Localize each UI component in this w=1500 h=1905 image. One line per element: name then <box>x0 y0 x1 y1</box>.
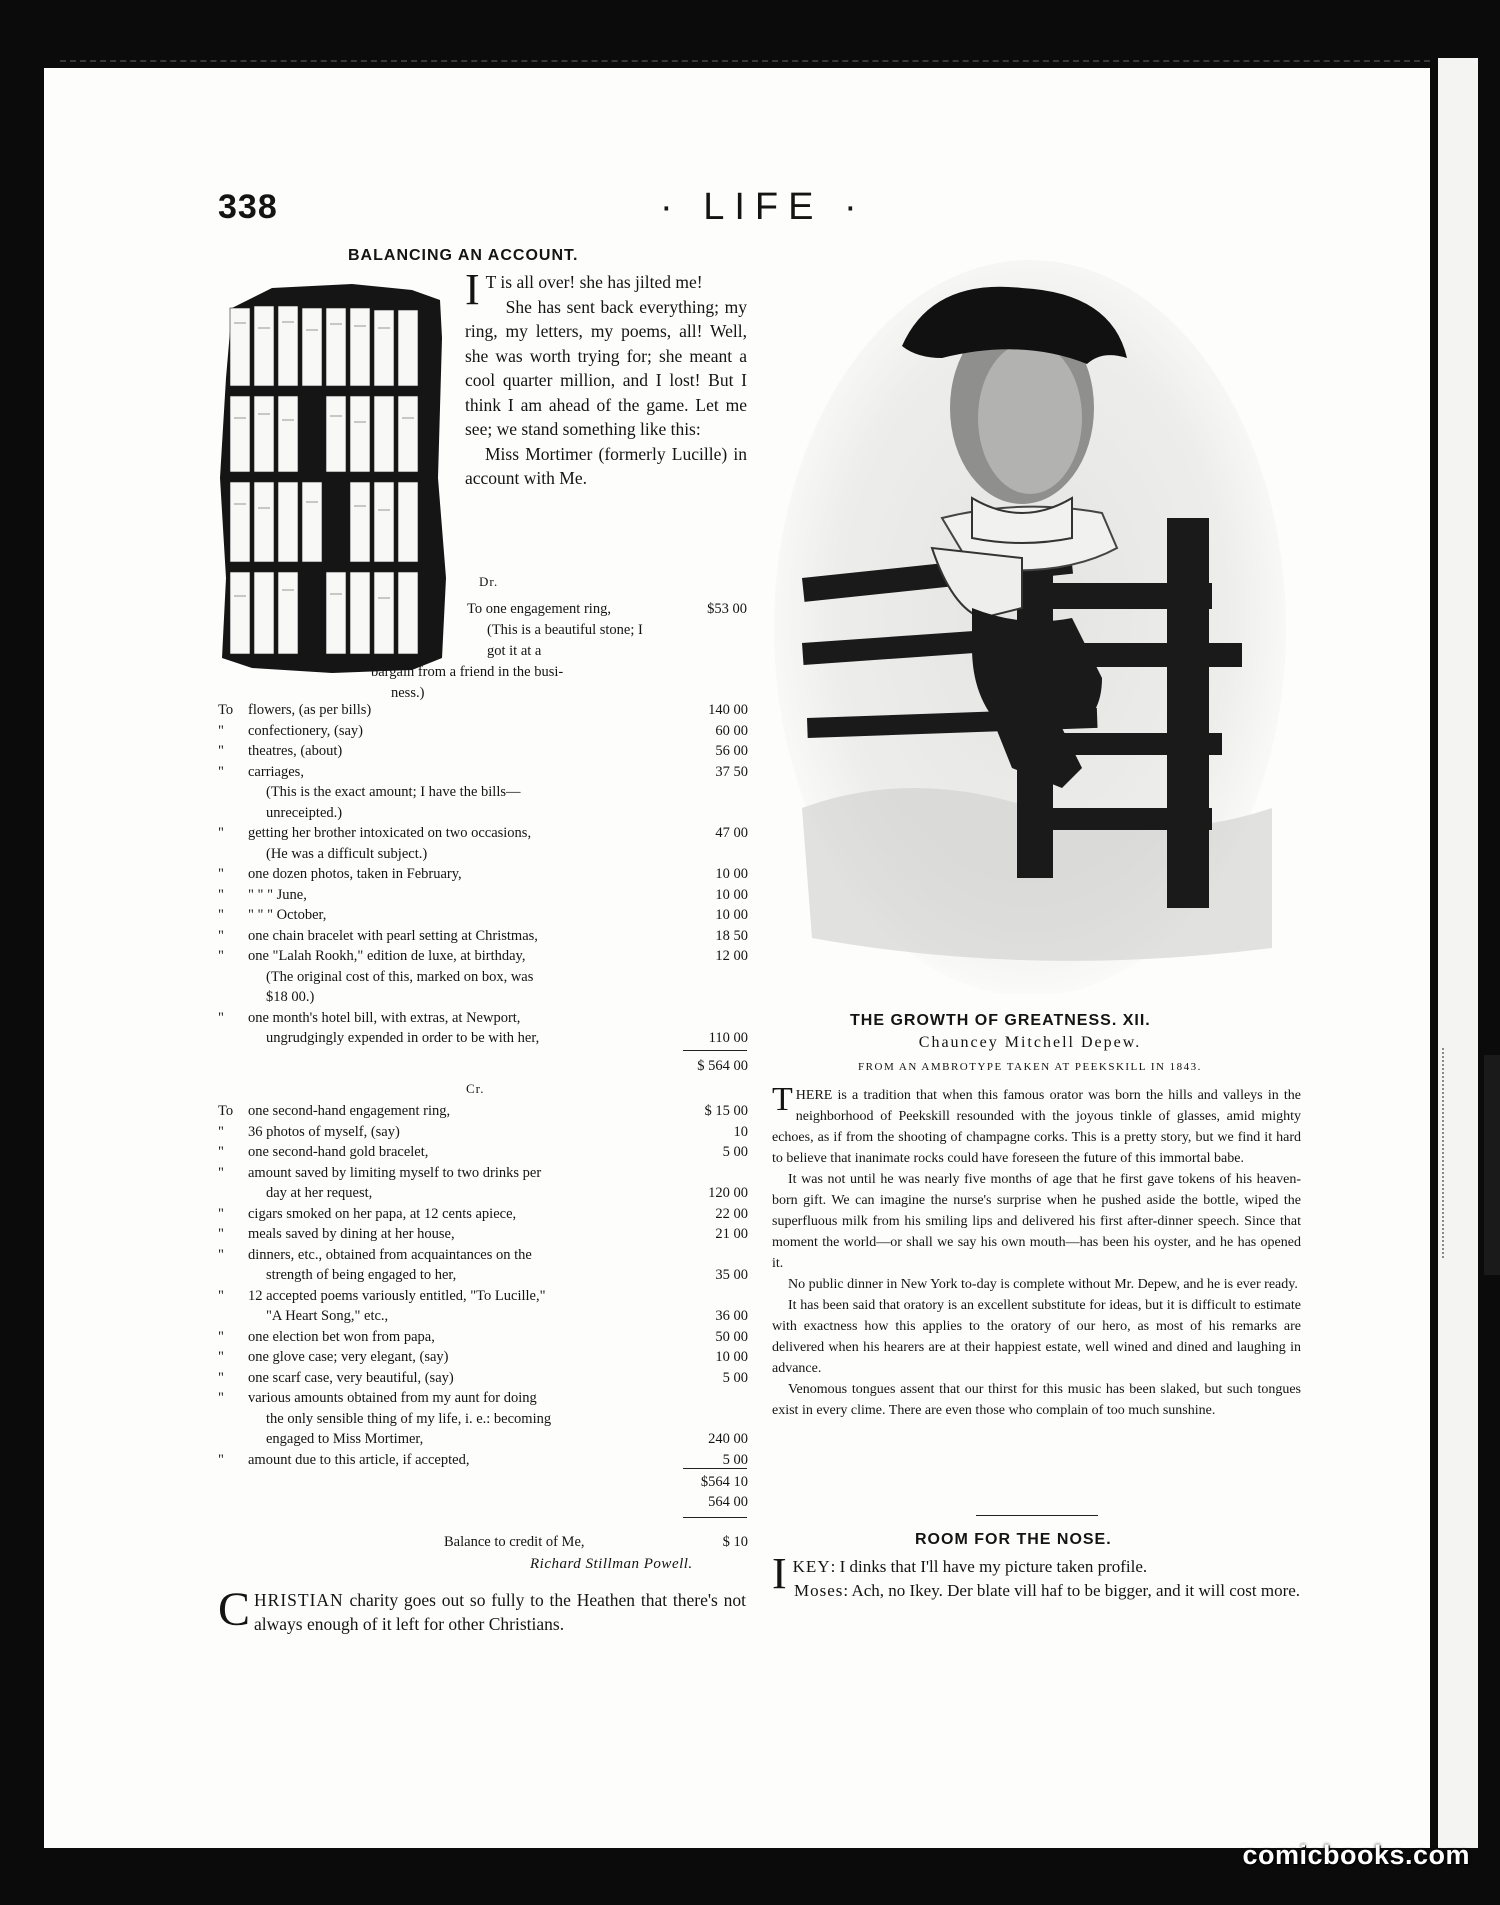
drop-cap: T <box>772 1081 793 1118</box>
row-text: confectionery, (say) <box>248 722 364 739</box>
row-text: cigars smoked on her papa, at 12 cents apiece, <box>248 1205 517 1222</box>
credit-row <box>218 1306 748 1327</box>
depew-paragraph-5: Venomous tongues assent that our thirst for this music has been slaked, but such tongues exist in every clime. There are even those who complain of too much sunshine. <box>772 1382 1301 1418</box>
nose-line-1: : I dinks that I'll have my picture taken profile. <box>830 1557 1148 1576</box>
row-text: (He was a difficult subject.) <box>266 845 428 862</box>
christian-lead: HRISTIAN <box>254 1590 344 1610</box>
row-amount: 47 00 <box>715 825 748 841</box>
row-prefix: " <box>218 1328 224 1345</box>
section-divider <box>976 1515 1098 1516</box>
balance-label: Balance to credit of Me, <box>444 1534 585 1550</box>
row-text: 12 accepted poems variously entitled, "To Lucille," <box>248 1287 546 1304</box>
drop-cap: I <box>465 265 480 314</box>
row-text: one chain bracelet with pearl setting at Christmas, <box>248 927 538 944</box>
row-amount: 5 00 <box>722 1451 748 1468</box>
balance-rule <box>683 1517 747 1518</box>
row-amount: 60 00 <box>715 722 748 739</box>
row-prefix: " <box>218 866 224 882</box>
page-number: 338 <box>218 188 278 226</box>
debit-row <box>218 762 748 783</box>
debit-row <box>218 823 748 844</box>
growth-title: THE GROWTH OF GREATNESS. XII. <box>850 1012 1151 1029</box>
masthead: · LIFE · <box>660 186 867 228</box>
nose-title: ROOM FOR THE NOSE. <box>915 1531 1112 1548</box>
row-amount: $ 15 00 <box>704 1103 748 1119</box>
debit-row <box>218 864 748 885</box>
row-text: one dozen photos, taken in February, <box>248 866 462 882</box>
row-text: one election bet won from papa, <box>248 1328 435 1345</box>
row-amount: 10 00 <box>715 866 748 882</box>
row-amount: 22 00 <box>715 1205 748 1222</box>
row-amount: 56 00 <box>715 743 748 759</box>
row-amount: 35 00 <box>715 1267 748 1283</box>
row-text: (This is the exact amount; I have the bills— <box>266 784 521 800</box>
row-text: one month's hotel bill, with extras, at Newport, <box>248 1009 521 1026</box>
row-text: dinners, etc., obtained from acquaintances on the <box>248 1246 532 1263</box>
row-amount: 37 50 <box>715 763 748 780</box>
credit-row <box>218 1450 748 1471</box>
first-debit-note-2: bargain from a friend in the busi- <box>371 664 564 680</box>
credit-row <box>218 1122 748 1143</box>
row-prefix: " <box>218 825 224 841</box>
row-text: flowers, (as per bills) <box>248 702 372 718</box>
row-prefix: " <box>218 1226 224 1242</box>
credit-row <box>218 1409 748 1430</box>
credit-total: $564 10 <box>700 1474 748 1490</box>
debit-row <box>218 946 748 967</box>
row-prefix: " <box>218 1287 224 1304</box>
row-text: carriages, <box>248 763 304 780</box>
row-prefix: " <box>218 1349 224 1365</box>
row-prefix: " <box>218 1369 224 1386</box>
debit-total-rule <box>683 1050 747 1051</box>
row-amount: 240 00 <box>708 1431 748 1447</box>
row-prefix: " <box>218 1164 224 1181</box>
growth-subtitle: Chauncey Mitchell Depew. <box>918 1034 1142 1051</box>
row-prefix: " <box>218 743 224 759</box>
debit-row <box>218 905 748 926</box>
credit-row <box>218 1142 748 1163</box>
credit-row <box>218 1286 748 1307</box>
credit-row <box>218 1388 748 1409</box>
row-prefix: " <box>218 1009 224 1026</box>
row-text: one scarf case, very beautiful, (say) <box>248 1369 454 1386</box>
credit-row <box>218 1245 748 1266</box>
row-amount: 10 00 <box>715 907 748 923</box>
debit-row <box>218 741 748 762</box>
growth-caption: FROM AN AMBROTYPE TAKEN AT PEEKSKILL IN 1843. <box>858 1061 1202 1073</box>
debit-row <box>218 803 748 824</box>
row-amount: 10 00 <box>715 1349 748 1365</box>
balance-amount: $ 10 <box>722 1534 748 1550</box>
row-text: "A Heart Song," etc., <box>266 1308 389 1324</box>
row-amount: 10 00 <box>715 886 748 903</box>
row-text: " " " October, <box>248 907 327 923</box>
row-amount: 10 <box>733 1123 748 1140</box>
credit-row <box>218 1347 748 1368</box>
credit-row <box>218 1163 748 1184</box>
debit-row <box>218 1028 748 1049</box>
christian-text: charity goes out so fully to the Heathen that there's not always enough of it left for other Christians. <box>254 1590 746 1634</box>
row-amount: 18 50 <box>715 927 748 944</box>
row-prefix: To <box>218 1103 234 1119</box>
row-amount: 140 00 <box>708 702 748 718</box>
row-prefix: " <box>218 1123 224 1140</box>
credit-ledger <box>218 1101 748 1470</box>
row-amount: 36 00 <box>715 1308 748 1324</box>
row-prefix: " <box>218 1246 224 1263</box>
credit-row <box>218 1204 748 1225</box>
row-text: ungrudgingly expended in order to be with her, <box>266 1030 540 1046</box>
intro-paragraph-3: Miss Mortimer (formerly Lucille) in account with Me. <box>465 443 747 488</box>
bills-illustration <box>212 278 452 678</box>
credit-row <box>218 1265 748 1286</box>
debit-row <box>218 844 748 865</box>
first-debit-item <box>371 599 747 704</box>
row-prefix: " <box>218 1451 224 1468</box>
adjacent-page-mark <box>1442 1048 1464 1258</box>
credit-row <box>218 1368 748 1389</box>
depew-paragraph-4: It has been said that oratory is an excellent substitute for ideas, but it is difficult to estimate with exactness how this applies to the oratory of our hero, as most of his remarks are delivered when his hearers are at their happiest estate, well wined and dined and laughing in advance. <box>772 1298 1301 1376</box>
row-text: 36 photos of myself, (say) <box>248 1123 400 1140</box>
speaker-ikey: KEY <box>792 1557 831 1576</box>
credit-total-rule <box>683 1468 747 1469</box>
drop-cap: C <box>218 1583 251 1636</box>
speaker-moses: Moses <box>794 1581 844 1600</box>
drop-cap: I <box>772 1549 787 1598</box>
debit-total: $ 564 00 <box>697 1058 748 1074</box>
intro-paragraph-2: She has sent back everything; my ring, my letters, my poems, all! Well, she was worth trying for; she meant a cool quarter million, and I lost! But I think I am ahead of the game. Let me see; we stand something like this: <box>465 296 747 439</box>
debit-ledger <box>218 700 748 1049</box>
row-amount: 5 00 <box>722 1144 748 1160</box>
row-text: one second-hand engagement ring, <box>248 1103 451 1119</box>
row-text: (The original cost of this, marked on box, was <box>266 968 534 985</box>
row-text: theatres, (about) <box>248 743 343 759</box>
row-prefix: " <box>218 1144 224 1160</box>
credit-row <box>218 1101 748 1122</box>
christian-paragraph <box>218 1583 746 1636</box>
author-signature: Richard Stillman Powell. <box>530 1556 693 1572</box>
row-text: getting her brother intoxicated on two occasions, <box>248 825 532 841</box>
debit-row <box>218 721 748 742</box>
row-prefix: " <box>218 722 224 739</box>
row-text: the only sensible thing of my life, i. e.: becoming <box>266 1410 552 1427</box>
nose-dialogue <box>772 1549 1302 1603</box>
adjacent-page-strip <box>1438 58 1478 1848</box>
row-prefix: " <box>218 907 224 923</box>
debit-row <box>218 926 748 947</box>
first-debit-note-3: ness.) <box>391 685 425 701</box>
depew-paragraph-1: HERE is a tradition that when this famous orator was born the hills and valleys in the neighborhood of Peekskill resounded with the joyous tinkle of glasses, amid mighty echoes, as if from the shooting of champagne corks. This is a pretty story, but we find it hard to believe that inanimate rocks could have foreseen the future of this immortal babe. <box>772 1088 1301 1166</box>
first-debit-amount: $53 00 <box>707 601 747 617</box>
row-text: " " " June, <box>248 886 307 903</box>
debit-heading: Dr. <box>479 574 499 589</box>
scan-edge-bar <box>1484 1055 1500 1275</box>
credit-row <box>218 1429 748 1450</box>
row-text: amount saved by limiting myself to two drinks per <box>248 1164 542 1181</box>
depew-photo <box>772 248 1288 994</box>
depew-paragraph-2: It was not until he was nearly five months of age that he first gave tokens of his heaven-born gift. We can imagine the nurse's surprise when he pushed aside the bottle, wiped the superfluous milk from his smiling lips and delivered his first after-dinner speech. Since that moment the world—or shall we say his own mouth—has been his oyster, and he has opened it. <box>772 1172 1301 1271</box>
row-text: $18 00.) <box>266 989 315 1005</box>
watermark: comicbooks.com <box>1242 1840 1470 1870</box>
row-text: meals saved by dining at her house, <box>248 1226 455 1242</box>
depew-paragraph-3: No public dinner in New York to-day is complete without Mr. Depew, and he is ever ready. <box>788 1277 1298 1292</box>
row-text: unreceipted.) <box>266 804 343 821</box>
row-text: various amounts obtained from my aunt for doing <box>248 1390 537 1406</box>
row-text: one second-hand gold bracelet, <box>248 1144 429 1160</box>
row-prefix: To <box>218 702 234 718</box>
first-debit-text: To one engagement ring, <box>467 601 611 617</box>
row-amount: 120 00 <box>708 1185 748 1201</box>
debit-row <box>218 700 748 721</box>
credit-subtract: 564 00 <box>708 1494 748 1510</box>
row-text: one glove case; very elegant, (say) <box>248 1349 449 1365</box>
first-debit-note: (This is a beautiful stone; I got it at a <box>487 622 643 659</box>
debit-row <box>218 987 748 1008</box>
credit-heading: Cr. <box>466 1081 485 1096</box>
balancing-title: BALANCING AN ACCOUNT. <box>348 247 579 264</box>
row-prefix: " <box>218 948 224 964</box>
credit-row <box>218 1327 748 1348</box>
row-amount: 12 00 <box>715 948 748 964</box>
row-amount: 21 00 <box>715 1226 748 1242</box>
row-text: strength of being engaged to her, <box>266 1267 457 1283</box>
credit-row <box>218 1183 748 1204</box>
balance-line <box>444 1534 748 1551</box>
credit-row <box>218 1224 748 1245</box>
depew-article <box>772 1081 1301 1421</box>
row-text: day at her request, <box>266 1185 373 1201</box>
row-prefix: " <box>218 1205 224 1222</box>
row-prefix: " <box>218 886 224 903</box>
row-prefix: " <box>218 763 224 780</box>
row-amount: 5 00 <box>722 1369 748 1386</box>
debit-row <box>218 885 748 906</box>
debit-row <box>218 782 748 803</box>
row-text: one "Lalah Rookh," edition de luxe, at birthday, <box>248 948 526 964</box>
intro-paragraph-1: T is all over! she has jilted me! <box>485 272 703 292</box>
debit-row <box>218 967 748 988</box>
row-prefix: " <box>218 1390 224 1406</box>
debit-row <box>218 1008 748 1029</box>
row-amount: 50 00 <box>715 1328 748 1345</box>
nose-line-2: : Ach, no Ikey. Der blate vill haf to be bigger, and it will cost more. <box>843 1581 1301 1600</box>
row-text: amount due to this article, if accepted, <box>248 1451 470 1468</box>
row-text: engaged to Miss Mortimer, <box>266 1431 424 1447</box>
row-amount: 110 00 <box>708 1030 748 1046</box>
balancing-intro <box>465 265 747 491</box>
row-prefix: " <box>218 927 224 944</box>
